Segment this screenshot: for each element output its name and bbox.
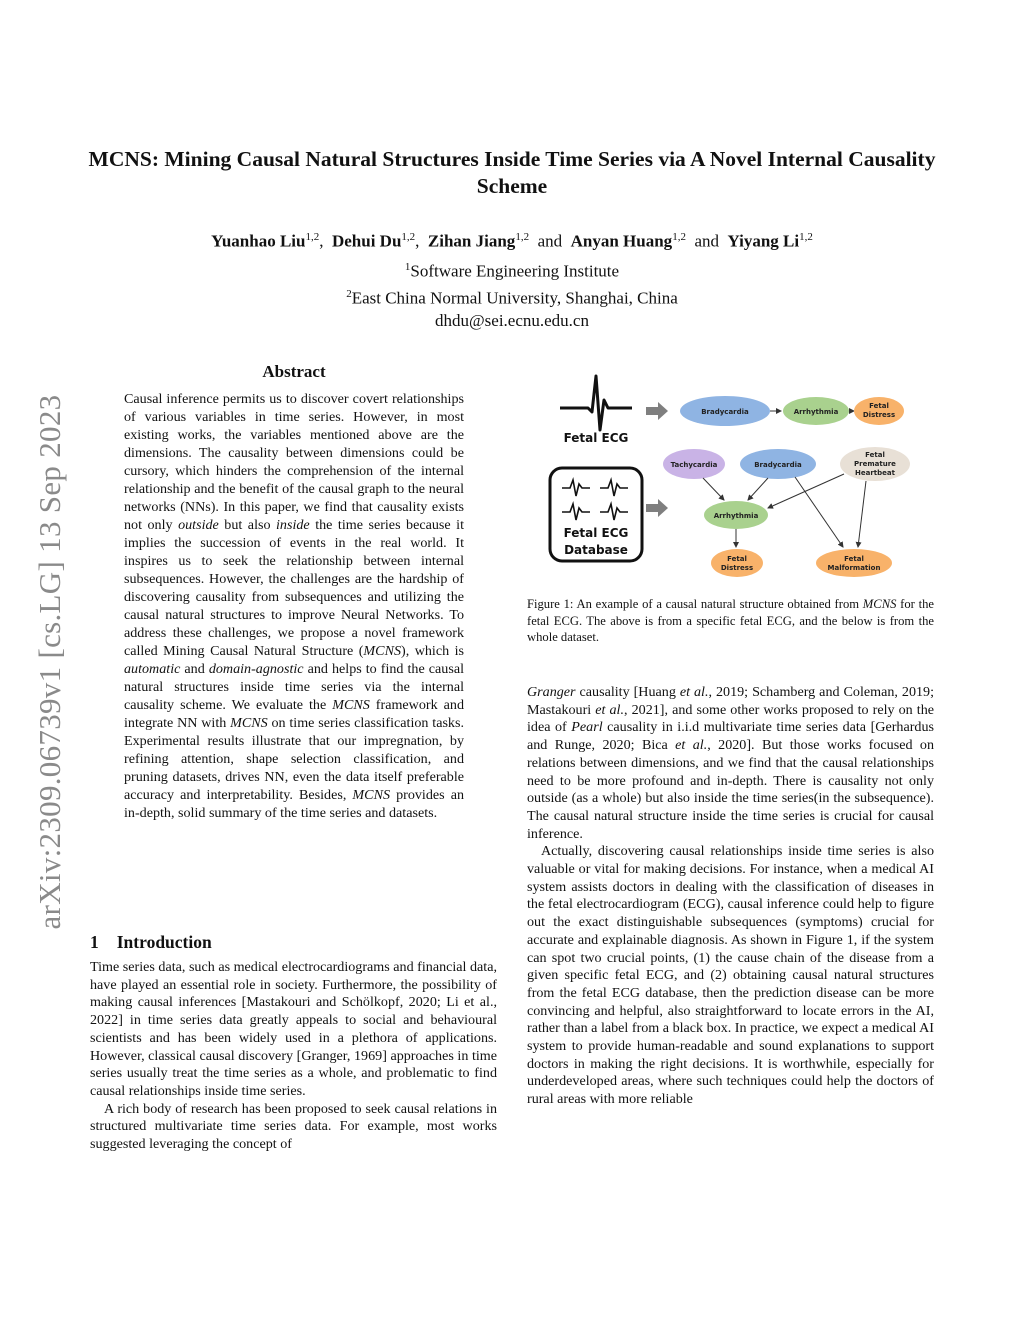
node-fetal-malformation	[816, 549, 892, 577]
paragraph: Time series data, such as medical electrocardiograms and financial data, have played an essential role in society. Furthermore, the possibility of making causal inferences [Mastakouri and Schölkopf, 2020; Li et al., 2022] in time series data greatly appeals to social and behavioural scientists and has been widely used in a plethora of applications. However, classical causal discovery [Granger, 1969] approaches in time series usually treat the time series as a whole, and problematic to find causal relationships inside time series.	[90, 959, 497, 1099]
node-label: Bradycardia	[754, 461, 802, 469]
affiliation-text: Software Engineering Institute	[410, 261, 620, 281]
node-label: Distress	[720, 564, 754, 572]
author-affiliation-mark: 1,2	[515, 231, 530, 243]
block-arrow-bottom	[646, 499, 668, 517]
affiliations	[60, 256, 964, 332]
node-label: Arrhythmia	[713, 512, 759, 520]
abstract-emphasis: outside	[178, 517, 219, 533]
author-separator: ,	[319, 231, 324, 251]
author-affiliation-mark: 1,2	[799, 231, 813, 243]
node-label: Fetal	[727, 555, 747, 563]
causal-edge	[768, 474, 844, 508]
author-name: Yuanhao Liu	[211, 231, 306, 251]
abstract-text-part: but also	[218, 517, 277, 533]
abstract-emphasis: automatic	[124, 661, 181, 677]
figure-1-caption	[527, 596, 934, 646]
abstract-emphasis: MCNS	[363, 643, 402, 659]
text-emphasis: Pearl	[571, 719, 603, 736]
arxiv-stamp: arXiv:2309.06739v1 [cs.LG] 13 Sep 2023	[32, 394, 67, 930]
abstract-text	[124, 390, 464, 822]
abstract-text-part: framework and integrate NN with	[124, 697, 464, 731]
affiliation-mark: 1	[404, 261, 411, 273]
node-label: Fetal	[865, 451, 885, 459]
database-label-line1: Fetal ECG	[563, 526, 629, 540]
author-affiliation-mark: 1,2	[672, 231, 686, 243]
text-part: , 2019; Schamberg and Coleman, 2019; Mastakouri	[527, 684, 934, 718]
introduction-body	[90, 959, 497, 1154]
text-part: , 2020]. But those works focused on relations between dimensions, and we find that the causal relationships need to be more profound and in-depth. There is causality not only outside (as a whole) but also inside the time series(in the subsequence). The causal natural structure inside the time series is crucial for causal inference.	[527, 737, 934, 842]
text-part: causality [Huang	[575, 684, 680, 700]
affiliation-line	[60, 256, 964, 283]
caption-emphasis: MCNS	[862, 597, 897, 611]
section-title: Introduction	[116, 932, 212, 952]
author-separator: and	[537, 231, 563, 251]
author-list	[60, 226, 964, 253]
node-label: Fetal	[844, 555, 864, 563]
text-part: , 2021], and some other works proposed to rely on the idea of	[527, 701, 934, 736]
text-emphasis: Granger	[527, 684, 576, 700]
node-label: Bradycardia	[701, 408, 749, 416]
abstract-text-part: Causal inference permits us to discover covert relationships of various variables in time series. However, in most existing works, the variables mentioned above are the dimensions. The causality between dimensions could be cursory, which hinders the comprehension of the internal relationship and the benefit of the causal graph to the neural networks (NNs). In this paper, we find that causality exists not only	[124, 391, 464, 533]
ecg-label: Fetal ECG	[563, 431, 629, 445]
author-name: Yiyang Li	[727, 231, 800, 251]
section-heading-introduction	[90, 932, 490, 953]
text-emphasis: et al.	[675, 737, 708, 754]
abstract-emphasis: MCNS	[332, 697, 370, 713]
author-name: Dehui Du	[331, 231, 402, 251]
author-affiliation-mark: 1,2	[305, 231, 320, 243]
paragraph: A rich body of research has been proposed to seek causal relations in structured multivariate time series data. For example, most works suggested leveraging the concept of	[90, 1100, 497, 1153]
node-label: Arrhythmia	[793, 408, 839, 416]
right-column-body	[527, 684, 934, 1109]
node-label: Fetal	[869, 402, 889, 410]
paper-title: MCNS: Mining Causal Natural Structures Inside Time Series via A Novel Internal Causality Scheme	[88, 147, 936, 198]
text-emphasis: et al.	[595, 701, 624, 718]
paragraph: Actually, discovering causal relationships inside time series is also valuable or vital for making decisions. For instance, when a medical AI system assists doctors in dealing with the classification of diseases in the fetal electrocardiogram (ECG), causal inference could help to figure out the exact distinguishable subsequences (symptoms) crucial for accurate and explainable diagnosis. As shown in Figure 1, if the system can spot two crucial points, (1) the cause chain of the disease from a given specific fetal ECG, and (2) obtaining causal natural structures from the fetal ECG database, then the prediction disease can be more convincing and helpful, also straightforward to locate errors in the AI, rather than a label from a black box. In practice, we expect a medical AI system to provide human-readable and sound explanations to support doctors in making the right decisions. It is worthwhile, especially for underdeveloped areas, where such techniques could help the doctors of rural areas with more reliable	[527, 843, 934, 1108]
email: dhdu@sei.ecnu.edu.cn	[435, 311, 589, 331]
abstract-text-part: on time series classification tasks. Experimental results illustrate that our impregnation, by refining attention, shape selection classification, and pruning datasets, drives NN, even the data itself preferable accuracy and interpretability. Besides,	[124, 715, 464, 803]
abstract-emphasis: MCNS	[230, 715, 268, 731]
author-separator: ,	[415, 231, 420, 251]
causal-edge	[858, 481, 866, 547]
abstract-heading: Abstract	[262, 362, 326, 381]
author-name: Anyan Huang	[570, 231, 673, 251]
database-label-line2: Database	[564, 543, 628, 557]
causal-edge	[795, 477, 843, 547]
abstract-emphasis: inside	[276, 517, 310, 533]
paragraph	[527, 684, 934, 843]
node-label: Premature	[854, 460, 896, 468]
abstract-text-part: and helps to find the causal natural structures inside time series via the internal causality scheme. We evaluate the	[124, 661, 464, 713]
text-part: causality in i.i.d multivariate time series data [Gerhardus and Runge, 2020; Bica	[527, 719, 934, 754]
affiliation-mark: 2	[346, 287, 352, 300]
abstract-emphasis: domain-agnostic	[208, 661, 304, 677]
abstract-text-part: provides an in-depth, solid summary of the time series and datasets.	[124, 787, 464, 821]
section-number: 1	[90, 932, 99, 952]
caption-text: for the fetal ECG. The above is from a specific fetal ECG, and the below is from the whole dataset.	[527, 597, 934, 644]
text-emphasis: et al.	[679, 684, 709, 700]
affiliation-text: East China Normal University, Shanghai, China	[351, 288, 678, 308]
node-fetal-distress	[711, 549, 763, 577]
affiliation-line	[60, 283, 964, 310]
abstract-text-part: and	[180, 661, 209, 677]
figure-1-diagram	[548, 372, 938, 590]
causal-edge	[748, 478, 768, 500]
abstract-text-part: ), which is	[401, 643, 464, 659]
author-name: Zihan Jiang	[427, 231, 516, 251]
block-arrow-top	[646, 402, 668, 420]
node-label: Distress	[862, 411, 896, 419]
node-label: Malformation	[827, 564, 881, 572]
author-separator: and	[694, 231, 719, 251]
causal-edge	[703, 478, 724, 500]
node-label: Heartbeat	[855, 469, 895, 477]
caption-text: Figure 1: An example of a causal natural structure obtained from	[527, 597, 863, 611]
author-affiliation-mark: 1,2	[401, 231, 416, 243]
ecg-waveform-icon	[560, 376, 632, 430]
abstract-emphasis: MCNS	[352, 787, 391, 803]
node-label: Tachycardia	[670, 461, 718, 469]
abstract-text-part: the time series because it implies the succession of events in the real world. It inspires us to seek the relationship between internal subsequences. However, the challenges are the hardship of discovering causality from subsequences and utilizing the causal natural structures to improve Neural Networks. To address these challenges, we propose a novel framework called Mining Causal Natural Structure (	[124, 517, 464, 659]
